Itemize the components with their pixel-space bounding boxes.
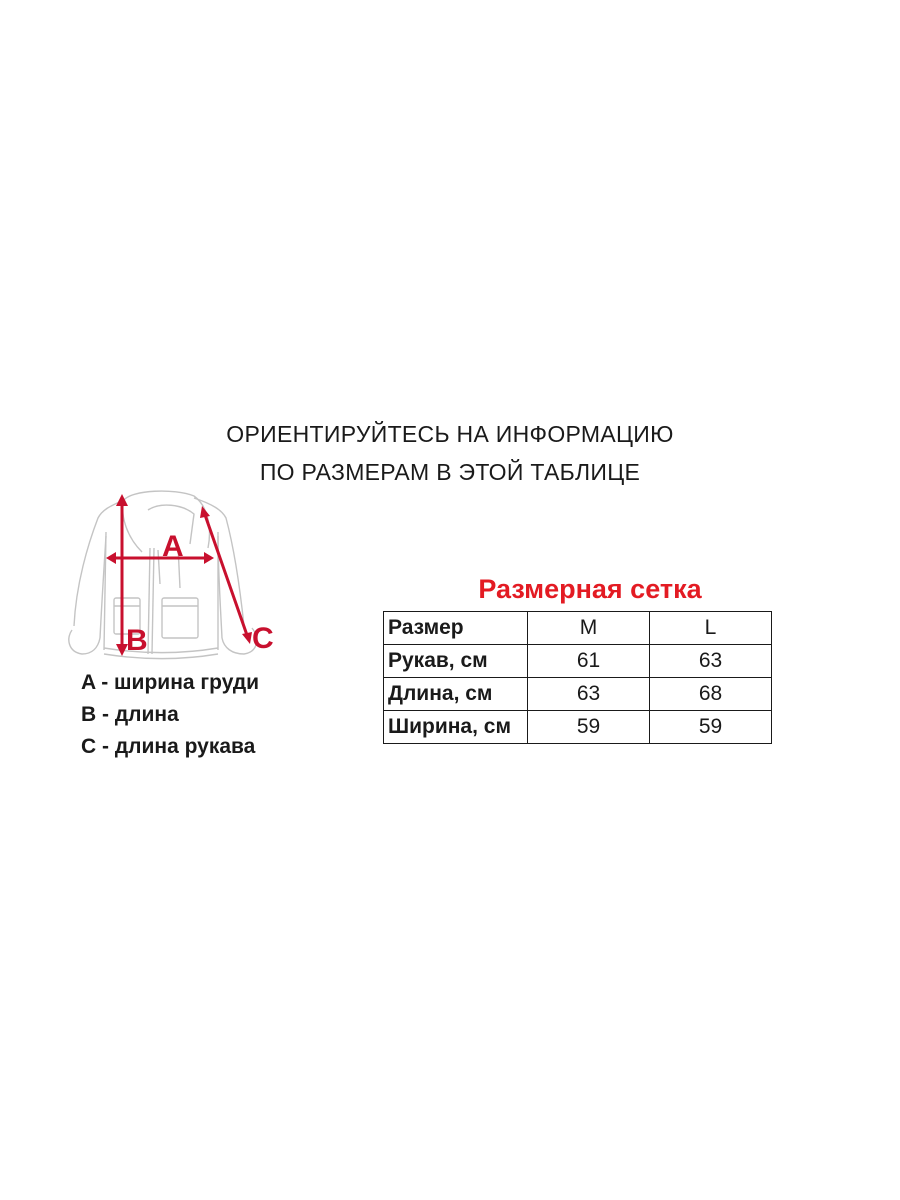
jacket-measurement-diagram xyxy=(62,488,286,668)
cell-size-m: 59 xyxy=(528,711,650,744)
table-row xyxy=(384,711,772,744)
diagram-label-a: A xyxy=(162,530,184,563)
row-label: Размер xyxy=(384,612,528,645)
table-row xyxy=(384,612,772,645)
legend-chest-width: A - ширина груди xyxy=(81,671,260,694)
heading-line-2: ПО РАЗМЕРАМ В ЭТОЙ ТАБЛИЦЕ xyxy=(259,459,641,485)
diagram-label-b: B xyxy=(126,624,148,657)
cell-size-l: L xyxy=(650,612,772,645)
legend-sleeve-length: C - длина рукава xyxy=(81,735,256,758)
cell-size-l: 59 xyxy=(650,711,772,744)
legend-length: B - длина xyxy=(81,703,179,726)
row-label: Длина, см xyxy=(384,678,528,711)
row-label: Ширина, см xyxy=(384,711,528,744)
table-row xyxy=(384,678,772,711)
cell-size-l: 68 xyxy=(650,678,772,711)
row-label: Рукав, см xyxy=(384,645,528,678)
cell-size-m: M xyxy=(528,612,650,645)
table-row xyxy=(384,645,772,678)
diagram-label-c: C xyxy=(252,622,274,655)
size-table-title: Размерная сетка xyxy=(478,574,702,604)
heading-line-1: ОРИЕНТИРУЙТЕСЬ НА ИНФОРМАЦИЮ xyxy=(226,421,674,447)
jacket-outline xyxy=(69,491,257,658)
size-table xyxy=(383,611,772,744)
cell-size-l: 63 xyxy=(650,645,772,678)
cell-size-m: 61 xyxy=(528,645,650,678)
cell-size-m: 63 xyxy=(528,678,650,711)
